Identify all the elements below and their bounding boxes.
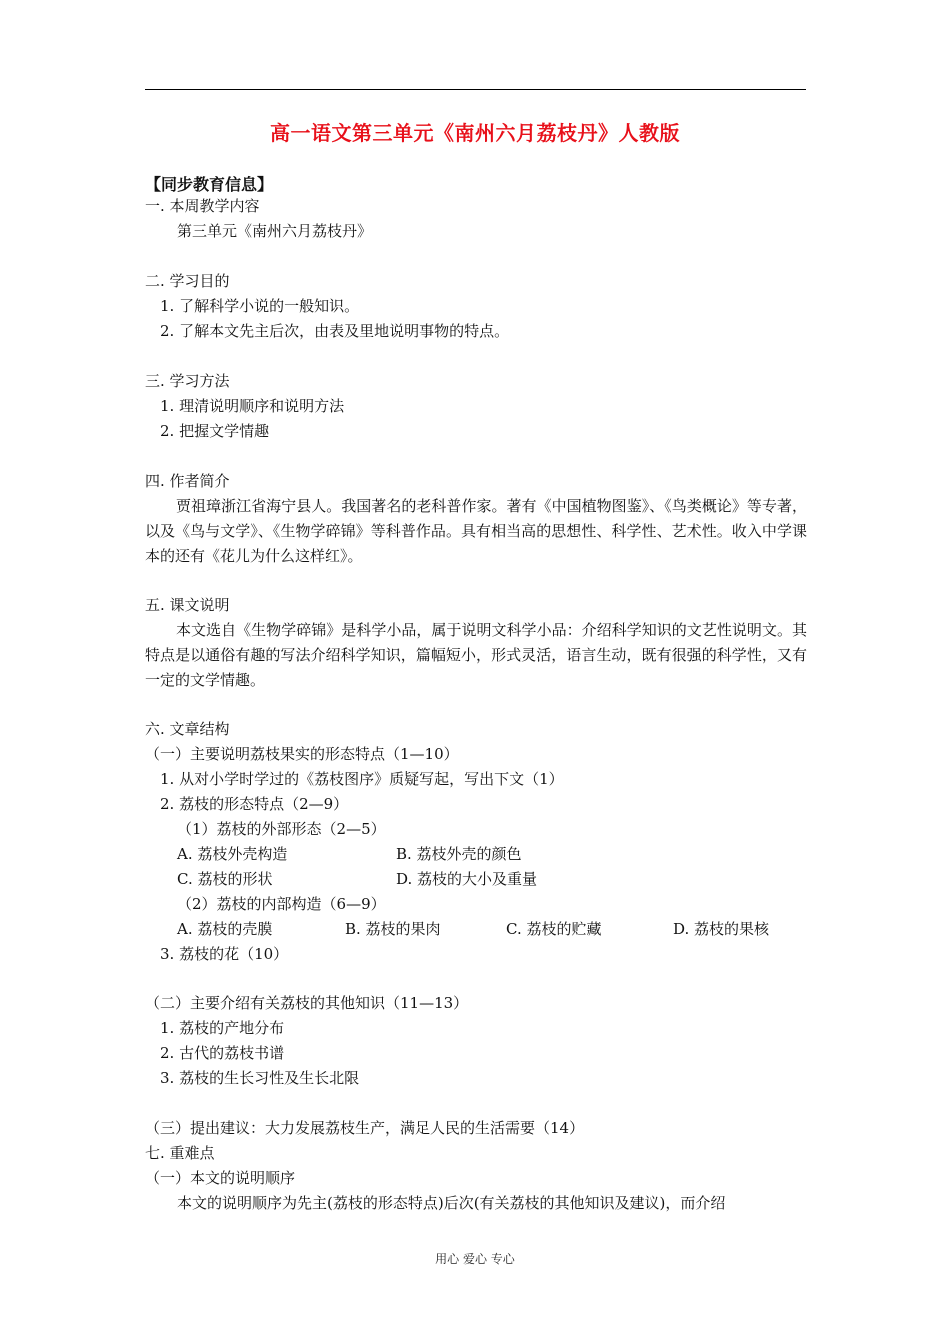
s6-part1: （一）主要说明荔枝果实的形态特点（1—10） <box>145 745 459 763</box>
sub-heading: （1）荔枝的外部形态（2—5） <box>177 820 386 838</box>
s7-title: 七. 重难点 <box>145 1144 215 1162</box>
list-item: 1. 从对小学时学过的《荔枝图序》质疑写起，写出下文（1） <box>160 770 564 788</box>
s6-title: 六. 文章结构 <box>145 720 230 738</box>
list-item: 1. 了解科学小说的一般知识。 <box>160 297 360 315</box>
s6-part2: （二）主要介绍有关荔枝的其他知识（11—13） <box>145 994 469 1012</box>
list-item: A. 荔枝外壳构造 <box>177 845 288 863</box>
list-item: 3. 荔枝的生长习性及生长北限 <box>160 1069 360 1087</box>
list-item: 2. 把握文学情趣 <box>160 422 270 440</box>
list-item: 2. 古代的荔枝书谱 <box>160 1044 285 1062</box>
s6-part3: （三）提出建议：大力发展荔枝生产，满足人民的生活需要（14） <box>145 1119 585 1137</box>
list-item: 2. 荔枝的形态特点（2—9） <box>160 795 349 813</box>
s4-title: 四. 作者简介 <box>145 472 230 490</box>
s7-part1: （一）本文的说明顺序 <box>145 1169 296 1187</box>
sub-heading: （2）荔枝的内部构造（6—9） <box>177 895 386 913</box>
list-item: B. 荔枝外壳的颜色 <box>396 845 522 863</box>
list-item: 1. 荔枝的产地分布 <box>160 1019 285 1037</box>
list-item: 1. 理清说明顺序和说明方法 <box>160 397 345 415</box>
s1-line: 第三单元《南州六月荔枝丹》 <box>177 222 373 240</box>
list-item: 2. 了解本文先主后次，由表及里地说明事物的特点。 <box>160 322 510 340</box>
list-item: B. 荔枝的果肉 <box>345 920 441 938</box>
s5-title: 五. 课文说明 <box>145 596 230 614</box>
list-item: 3. 荔枝的花（10） <box>160 945 289 963</box>
page-footer: 用心 爱心 专心 <box>435 1252 515 1266</box>
list-item: D. 荔枝的大小及重量 <box>396 870 538 888</box>
s7-paragraph: 本文的说明顺序为先主(荔枝的形态特点)后次(有关荔枝的其他知识及建议)，而介绍 <box>177 1194 726 1212</box>
list-item: D. 荔枝的果核 <box>673 920 770 938</box>
list-item: C. 荔枝的形状 <box>177 870 273 888</box>
s2-title: 二. 学习目的 <box>145 272 230 290</box>
list-item: A. 荔枝的壳膜 <box>177 920 273 938</box>
section-heading: 【同步教育信息】 <box>145 175 274 194</box>
s3-title: 三. 学习方法 <box>145 372 230 390</box>
s4-paragraph: 贾祖璋浙江省海宁县人。我国著名的老科普作家。著有《中国植物图鉴》、《鸟类概论》等专著，以及《鸟与文学》、《生物学碎锦》等科普作品。具有相当高的思想性、科学性、艺术性。收入中学课本的还有《花儿为什么这样红》。 <box>145 497 807 565</box>
s5-paragraph: 本文选自《生物学碎锦》是科学小品，属于说明文科学小品：介绍科学知识的文艺性说明文。其特点是以通俗有趣的写法介绍科学知识，篇幅短小，形式灵活，语言生动，既有很强的科学性，又有一定的文学情趣。 <box>145 621 807 689</box>
header-rule <box>145 89 806 90</box>
s1-title: 一. 本周教学内容 <box>145 197 260 215</box>
document-title: 高一语文第三单元《南州六月荔枝丹》人教版 <box>270 121 680 145</box>
list-item: C. 荔枝的贮藏 <box>506 920 602 938</box>
